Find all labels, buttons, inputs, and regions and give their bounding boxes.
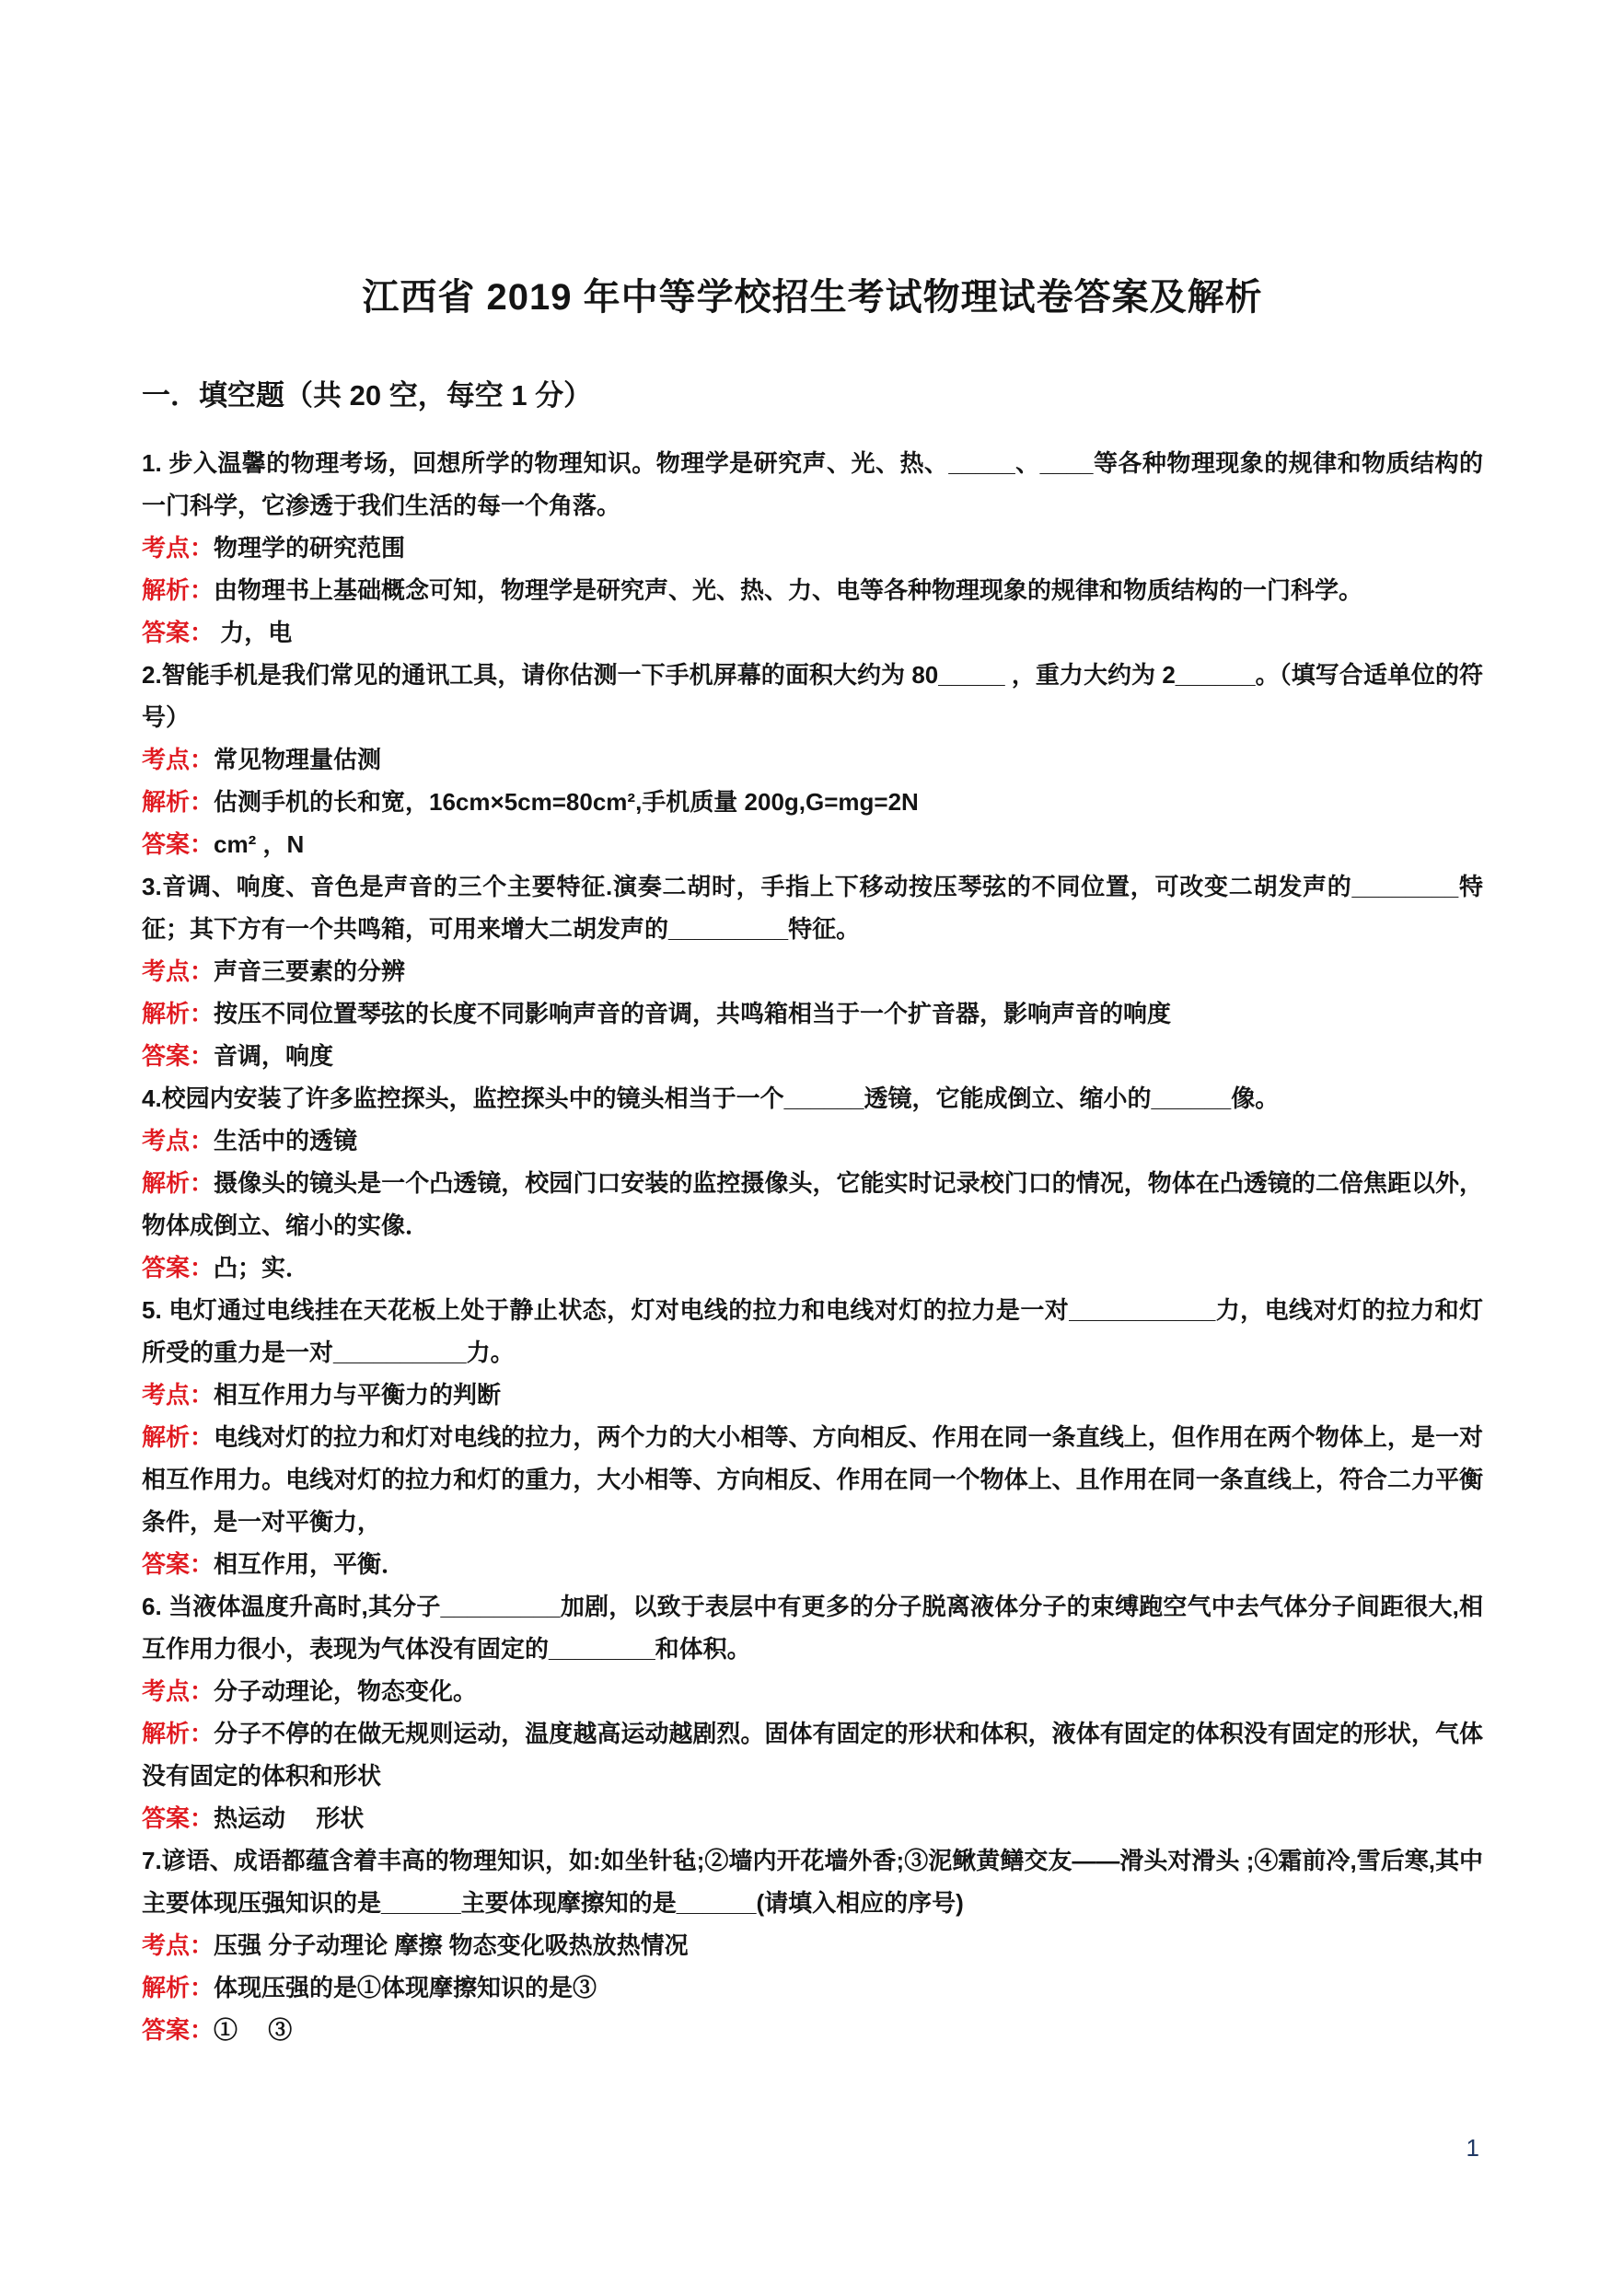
analysis-row (142, 1162, 1483, 1247)
question-text: 3.音调、响度、音色是声音的三个主要特征.演奏二胡时，手指上下移动按压琴弦的不同位置，可改变二胡发声的________特征；其下方有一个共鸣箱，可用来增大二胡发声的_________特征。 (142, 873, 1483, 943)
question-block (142, 654, 1483, 865)
answer-value: 音调，响度 (214, 1042, 334, 1070)
exam-point-value: 生活中的透镜 (214, 1127, 358, 1154)
analysis-value: 电线对灯的拉力和灯对电线的拉力，两个力的大小相等、方向相反、作用在同一条直线上，但作用在两个物体上，是一对相互作用力。电线对灯的拉力和灯的重力，大小相等、方向相反、作用在同一个物体上、且作用在同一条直线上，符合二力平衡条件，是一对平衡力， (142, 1423, 1483, 1536)
exam-point-value: 分子动理论，物态变化。 (214, 1677, 478, 1705)
analysis-row (142, 1966, 1483, 2009)
answer-row (142, 823, 1483, 865)
analysis-row (142, 992, 1483, 1035)
question-text: 1. 步入温馨的物理考场，回想所学的物理知识。物理学是研究声、光、热、_____、____等各种物理现象的规律和物质结构的一门科学，它渗透于我们生活的每一个角落。 (142, 449, 1483, 519)
exam-point-row (142, 1374, 1483, 1416)
answer-value: 相互作用，平衡． (214, 1550, 406, 1578)
question-block (142, 1077, 1483, 1289)
answer-label: 答案： (142, 1550, 214, 1578)
analysis-label: 解析： (142, 1000, 214, 1027)
answer-label: 答案： (142, 1804, 214, 1832)
exam-point-value: 声音三要素的分辨 (214, 957, 406, 985)
answer-row (142, 1797, 1483, 1839)
question-block (142, 1585, 1483, 1839)
question-text: 2.智能手机是我们常见的通讯工具，请你估测一下手机屏幕的面积大约为 80_____ ，重力大约为 2______。（填写合适单位的符号） (142, 661, 1483, 731)
exam-point-value: 物理学的研究范围 (214, 534, 406, 562)
page-number: 1 (1466, 2134, 1479, 2162)
analysis-value: 摄像头的镜头是一个凸透镜，校园门口安装的监控摄像头，它能实时记录校门口的情况，物体在凸透镜的二倍焦距以外，物体成倒立、缩小的实像． (142, 1169, 1483, 1239)
exam-point-label: 考点： (142, 1931, 214, 1959)
exam-point-value: 相互作用力与平衡力的判断 (214, 1381, 502, 1409)
answer-label: 答案： (142, 830, 214, 858)
exam-point-row (142, 1119, 1483, 1162)
analysis-label: 解析： (142, 1423, 214, 1451)
analysis-label: 解析： (142, 1974, 214, 2001)
answer-value: 热运动 形状 (214, 1804, 365, 1832)
analysis-value: 估测手机的长和宽，16cm×5cm=80cm²,手机质量 200g,G=mg=2N (214, 788, 919, 816)
analysis-row (142, 1712, 1483, 1797)
question-text: 4.校园内安装了许多监控探头，监控探头中的镜头相当于一个______透镜，它能成倒立、缩小的______像。 (142, 1084, 1280, 1112)
analysis-label: 解析： (142, 788, 214, 816)
exam-point-label: 考点： (142, 534, 214, 562)
answer-label: 答案： (142, 2016, 214, 2044)
analysis-row (142, 781, 1483, 823)
question-text: 7.谚语、成语都蕴含着丰高的物理知识，如:如坐针毡;②墙内开花墙外香;③泥鳅黄鳝交友——滑头对滑头 ;④霜前冷,雪后寒,其中主要体现压强知识的是______主要体现摩擦知的是______(请填入相应的序号) (142, 1847, 1483, 1917)
exam-point-label: 考点： (142, 1127, 214, 1154)
answer-label: 答案： (142, 1042, 214, 1070)
analysis-label: 解析： (142, 1169, 214, 1197)
analysis-label: 解析： (142, 576, 214, 604)
page-title: 江西省 2019 年中等学校招生考试物理试卷答案及解析 (362, 277, 1263, 318)
analysis-value: 体现压强的是①体现摩擦知识的是③ (214, 1974, 597, 2001)
exam-point-label: 考点： (142, 746, 214, 773)
analysis-row (142, 569, 1483, 611)
answer-value: ① ③ (214, 2016, 293, 2044)
analysis-label: 解析： (142, 1720, 214, 1747)
answer-value: 力，电 (214, 619, 293, 646)
question-block (142, 865, 1483, 1077)
answer-value: cm² ，N (214, 830, 305, 858)
analysis-value: 由物理书上基础概念可知，物理学是研究声、光、热、力、电等各种物理现象的规律和物质结构的一门科学。 (214, 576, 1363, 604)
exam-point-value: 压强 分子动理论 摩擦 物态变化吸热放热情况 (214, 1931, 689, 1959)
question-block (142, 442, 1483, 654)
analysis-row (142, 1416, 1483, 1543)
questions-list (142, 442, 1483, 2051)
exam-point-row (142, 950, 1483, 992)
answer-label: 答案： (142, 619, 214, 646)
exam-point-label: 考点： (142, 1381, 214, 1409)
answer-row (142, 1247, 1483, 1289)
answer-row (142, 1543, 1483, 1585)
answer-row (142, 2009, 1483, 2051)
analysis-value: 按压不同位置琴弦的长度不同影响声音的音调，共鸣箱相当于一个扩音器，影响声音的响度 (214, 1000, 1172, 1027)
exam-point-label: 考点： (142, 957, 214, 985)
exam-point-row (142, 1924, 1483, 1966)
section-heading: 一．填空题（共 20 空，每空 1 分） (142, 379, 593, 412)
answer-row (142, 1035, 1483, 1077)
question-text: 5. 电灯通过电线挂在天花板上处于静止状态，灯对电线的拉力和电线对灯的拉力是一对___________力，电线对灯的拉力和灯所受的重力是一对__________力。 (142, 1296, 1483, 1366)
exam-point-row (142, 1670, 1483, 1712)
question-block (142, 1839, 1483, 2051)
analysis-value: 分子不停的在做无规则运动，温度越高运动越剧烈。固体有固定的形状和体积，液体有固定的体积没有固定的形状，气体没有固定的体积和形状 (142, 1720, 1483, 1790)
exam-point-row (142, 738, 1483, 781)
question-text: 6. 当液体温度升高时,其分子_________加剧，以致于表层中有更多的分子脱离液体分子的束缚跑空气中去气体分子间距很大,相互作用力很小，表现为气体没有固定的________和体积。 (142, 1593, 1483, 1663)
exam-point-label: 考点： (142, 1677, 214, 1705)
exam-point-row (142, 527, 1483, 569)
answer-label: 答案： (142, 1254, 214, 1281)
question-block (142, 1289, 1483, 1585)
answer-row (142, 611, 1483, 654)
exam-point-value: 常见物理量估测 (214, 746, 382, 773)
answer-value: 凸；实． (214, 1254, 310, 1281)
